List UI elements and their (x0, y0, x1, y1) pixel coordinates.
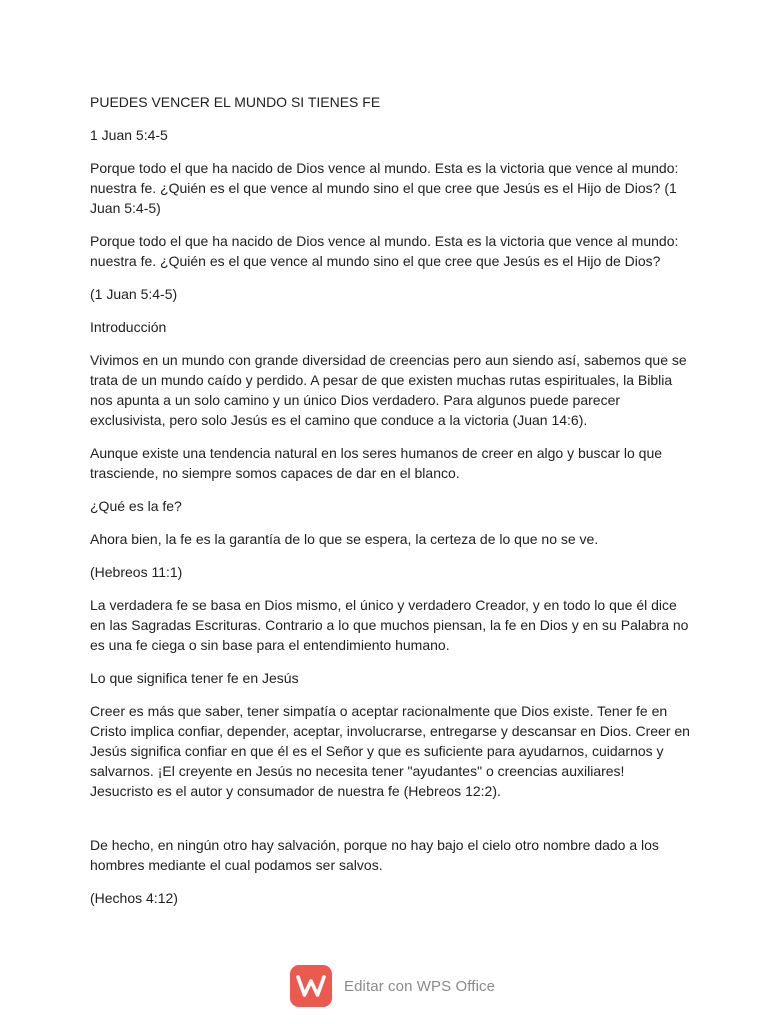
paragraph: De hecho, en ningún otro hay salvación, porque no hay bajo el cielo otro nombre dado a los hombres mediante el cual podamos ser salvos. (90, 837, 659, 873)
edit-with-wps-label[interactable]: Editar con WPS Office (344, 977, 496, 995)
section-heading: ¿Qué es la fe? (90, 498, 182, 514)
paragraph: La verdadera fe se basa en Dios mismo, el único y verdadero Creador, y en todo lo que él dice en las Sagradas Escrituras. Contrario a lo que muchos piensan, la fe en Dios y en su Palabra no es una fe ciega o sin base para el entendimiento humano. (90, 597, 689, 653)
paragraph: Vivimos en un mundo con grande diversidad de creencias pero aun siendo así, sabemos que se trata de un mundo caído y perdido. A pesar de que existen muchas rutas espirituales, la Biblia nos apunta a un solo camino y un único Dios verdadero. Para algunos puede parecer exclusivista, pero solo Jesús es el camino que conduce a la victoria (Juan 14:6). (90, 352, 687, 428)
section-heading: Lo que significa tener fe en Jesús (90, 670, 299, 686)
paragraph: Porque todo el que ha nacido de Dios vence al mundo. Esta es la victoria que vence al mundo: nuestra fe. ¿Quién es el que vence al mundo sino el que cree que Jesús es el Hijo de Dios? (1 Juan 5:4-5) (90, 160, 679, 216)
paragraph: Ahora bien, la fe es la garantía de lo que se espera, la certeza de lo que no se ve. (90, 531, 599, 547)
scripture-reference: (Hechos 4:12) (90, 890, 178, 906)
wps-w-glyph-icon (296, 974, 326, 998)
paragraph: Aunque existe una tendencia natural en los seres humanos de creer en algo y buscar lo que trasciende, no siempre somos capaces de dar en el blanco. (90, 445, 663, 481)
section-heading: Introducción (90, 319, 167, 335)
scripture-reference: (1 Juan 5:4-5) (90, 286, 178, 302)
document-title: PUEDES VENCER EL MUNDO SI TIENES FE (90, 94, 381, 110)
scripture-reference: 1 Juan 5:4-5 (90, 127, 168, 143)
wps-office-logo-icon[interactable] (290, 965, 332, 1007)
paragraph: Porque todo el que ha nacido de Dios vence al mundo. Esta es la victoria que vence al mundo: nuestra fe. ¿Quién es el que vence al mundo sino el que cree que Jesús es el Hijo de Dios? (90, 233, 679, 269)
scripture-reference: (Hebreos 11:1) (90, 564, 183, 580)
wps-edit-banner[interactable] (290, 965, 495, 1007)
paragraph: Creer es más que saber, tener simpatía o aceptar racionalmente que Dios existe. Tener fe en Cristo implica confiar, depender, aceptar, involucrarse, entregarse y descansar en Dios. Creer en Jesús significa confiar en que él es el Señor y que es suficiente para ayudarnos, cuidarnos y salvarnos. ¡El creyente en Jesús no necesita tener "ayudantes" o creencias auxiliares! Jesucristo es el autor y consumador de nuestra fe (Hebreos 12:2). (90, 703, 690, 799)
document-page (90, 92, 690, 921)
